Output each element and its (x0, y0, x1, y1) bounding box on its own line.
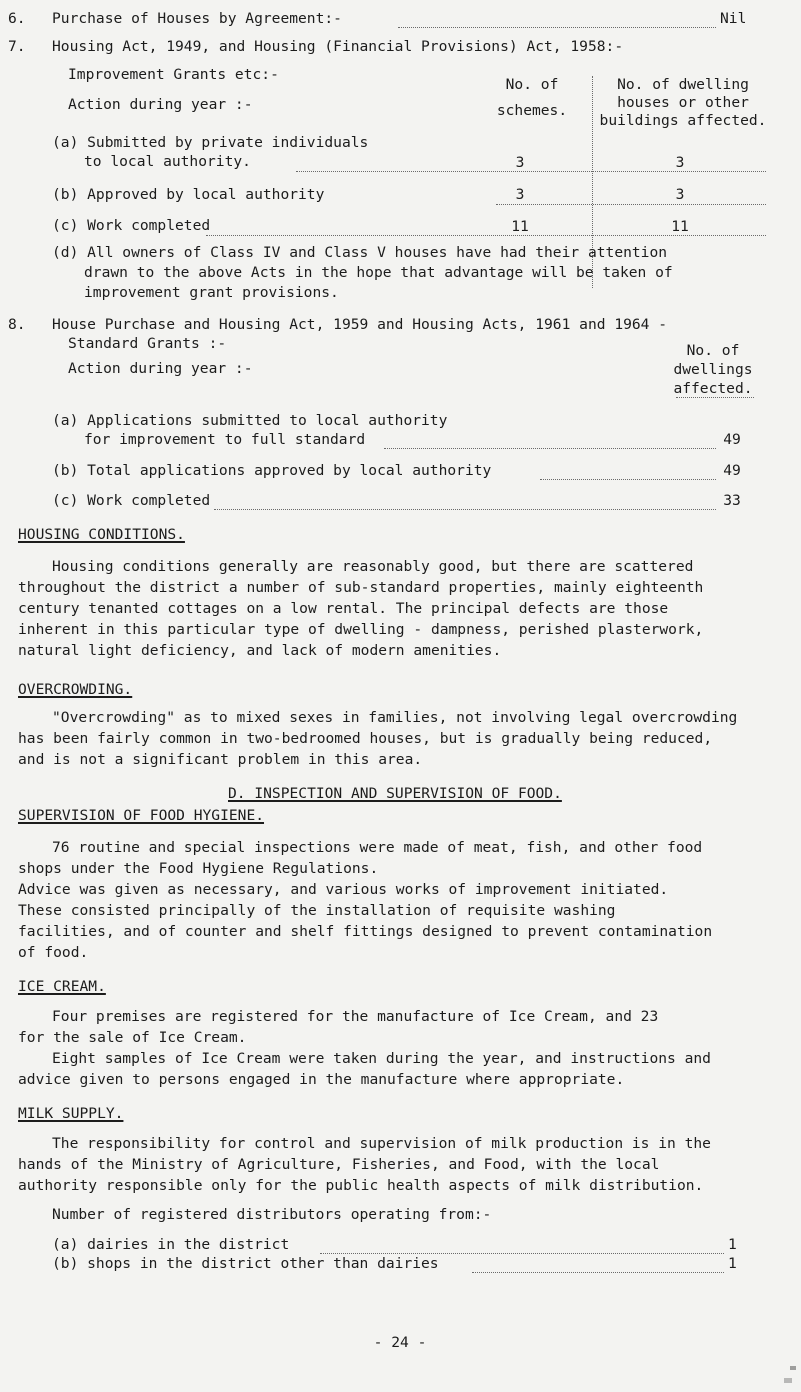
item-7-col2-header: houses or other (617, 94, 749, 111)
header-underline (676, 397, 754, 398)
food-hygiene-line: shops under the Food Hygiene Regulations. (18, 860, 379, 877)
housing-conditions-line: inherent in this particular type of dwelling - dampness, perished plasterwork, (18, 621, 704, 638)
item-8-number: 8. (8, 316, 26, 333)
item-7-row-c-schemes: 11 (511, 218, 529, 235)
milk-row-b-label: (b) shops in the district other than dairies (52, 1255, 439, 1272)
item-7-row-a-label: to local authority. (84, 153, 251, 170)
item-7-row-c-dwellings: 11 (671, 218, 689, 235)
item-7-note-d: (d) All owners of Class IV and Class V houses have had their attention (52, 244, 668, 261)
overcrowding-line: has been fairly common in two-bedroomed houses, but is gradually being reduced, (18, 730, 713, 747)
item-8-row-c-label: (c) Work completed (52, 492, 211, 509)
scan-mark (790, 1366, 796, 1370)
housing-conditions-line: century tenanted cottages on a low rental. The principal defects are those (18, 600, 669, 617)
item-7-row-c-label: (c) Work completed (52, 217, 211, 234)
milk-row-a-value: 1 (728, 1236, 737, 1253)
item-7-note-d: improvement grant provisions. (84, 284, 339, 301)
item-8-col-header: affected. (673, 380, 753, 397)
item-8-col-header: dwellings (673, 361, 753, 378)
item-7-row-a-label: (a) Submitted by private individuals (52, 134, 369, 151)
ice-cream-line: for the sale of Ice Cream. (18, 1029, 247, 1046)
milk-supply-line: hands of the Ministry of Agriculture, Fisheries, and Food, with the local (18, 1156, 660, 1173)
housing-conditions-heading: HOUSING CONDITIONS. (18, 526, 185, 543)
food-hygiene-line: Advice was given as necessary, and various works of improvement initiated. (18, 881, 669, 898)
item-7-note-d: drawn to the above Acts in the hope that advantage will be taken of (84, 264, 673, 281)
item-8-row-a-label: for improvement to full standard (84, 431, 366, 448)
item-7-subheading: Improvement Grants etc:- (68, 66, 279, 83)
housing-conditions-line: Housing conditions generally are reasonably good, but there are scattered (52, 558, 694, 575)
item-8-col-header: No. of (686, 342, 740, 359)
milk-row-a-label: (a) dairies in the district (52, 1236, 290, 1253)
milk-supply-line: The responsibility for control and supervision of milk production is in the (52, 1135, 711, 1152)
item-7-col2-header: No. of dwelling (617, 76, 749, 93)
item-8-row-a-label: (a) Applications submitted to local authority (52, 412, 448, 429)
item-8-subheading: Standard Grants :- (68, 335, 227, 352)
milk-supply-heading: MILK SUPPLY. (18, 1105, 124, 1122)
overcrowding-line: "Overcrowding" as to mixed sexes in families, not involving legal overcrowding (52, 709, 738, 726)
item-7-title: Housing Act, 1949, and Housing (Financial Provisions) Act, 1958:- (52, 38, 624, 55)
item-8-title: House Purchase and Housing Act, 1959 and Housing Acts, 1961 and 1964 - (52, 316, 668, 333)
housing-conditions-line: natural light deficiency, and lack of modern amenities. (18, 642, 502, 659)
milk-supply-line: Number of registered distributors operating from:- (52, 1206, 492, 1223)
item-7-row-b-dwellings: 3 (675, 186, 685, 203)
housing-conditions-line: throughout the district a number of sub-standard properties, mainly eighteenth (18, 579, 704, 596)
milk-row-b-value: 1 (728, 1255, 737, 1272)
scan-mark (784, 1378, 792, 1383)
leader-dots (214, 509, 716, 510)
item-7-row-a-dwellings: 3 (675, 154, 685, 171)
food-hygiene-line: These consisted principally of the installation of requisite washing (18, 902, 616, 919)
item-6-text: Purchase of Houses by Agreement:- (52, 10, 342, 27)
item-6-number: 6. (8, 10, 26, 27)
ice-cream-line: Eight samples of Ice Cream were taken during the year, and instructions and (52, 1050, 711, 1067)
item-7-col1-header: schemes. (496, 102, 568, 119)
item-7-row-a-schemes: 3 (515, 154, 525, 171)
item-8-action-label: Action during year :- (68, 360, 253, 377)
item-7-row-b-label: (b) Approved by local authority (52, 186, 325, 203)
item-7-col1-header: No. of (505, 76, 559, 93)
leader-dots (384, 448, 716, 449)
leader-dots (472, 1272, 724, 1273)
item-8-row-b-value: 49 (723, 462, 741, 479)
item-7-row-b-schemes: 3 (515, 186, 525, 203)
leader-dots (398, 27, 716, 28)
item-7-number: 7. (8, 38, 26, 55)
ice-cream-line: Four premises are registered for the manufacture of Ice Cream, and 23 (52, 1008, 659, 1025)
ice-cream-line: advice given to persons engaged in the manufacture where appropriate. (18, 1071, 625, 1088)
food-hygiene-heading: SUPERVISION OF FOOD HYGIENE. (18, 807, 265, 824)
food-hygiene-line: of food. (18, 944, 89, 961)
overcrowding-heading: OVERCROWDING. (18, 681, 133, 698)
item-8-row-b-label: (b) Total applications approved by local authority (52, 462, 492, 479)
item-7-col2-header: buildings affected. (599, 112, 767, 129)
leader-dots (320, 1253, 724, 1254)
item-8-row-c-value: 33 (723, 492, 741, 509)
page-number: - 24 - (373, 1334, 427, 1351)
item-7-action-label: Action during year :- (68, 96, 253, 113)
item-6-value: Nil (720, 10, 747, 27)
leader-dots (496, 204, 766, 205)
section-d-heading: D. INSPECTION AND SUPERVISION OF FOOD. (228, 785, 562, 802)
overcrowding-line: and is not a significant problem in this area. (18, 751, 423, 768)
leader-dots (206, 235, 766, 236)
leader-dots (540, 479, 716, 480)
food-hygiene-line: 76 routine and special inspections were made of meat, fish, and other food (52, 839, 703, 856)
item-8-row-a-value: 49 (723, 431, 741, 448)
leader-dots (296, 171, 766, 172)
food-hygiene-line: facilities, and of counter and shelf fittings designed to prevent contamination (18, 923, 713, 940)
milk-supply-line: authority responsible only for the public health aspects of milk distribution. (18, 1177, 704, 1194)
ice-cream-heading: ICE CREAM. (18, 978, 106, 995)
